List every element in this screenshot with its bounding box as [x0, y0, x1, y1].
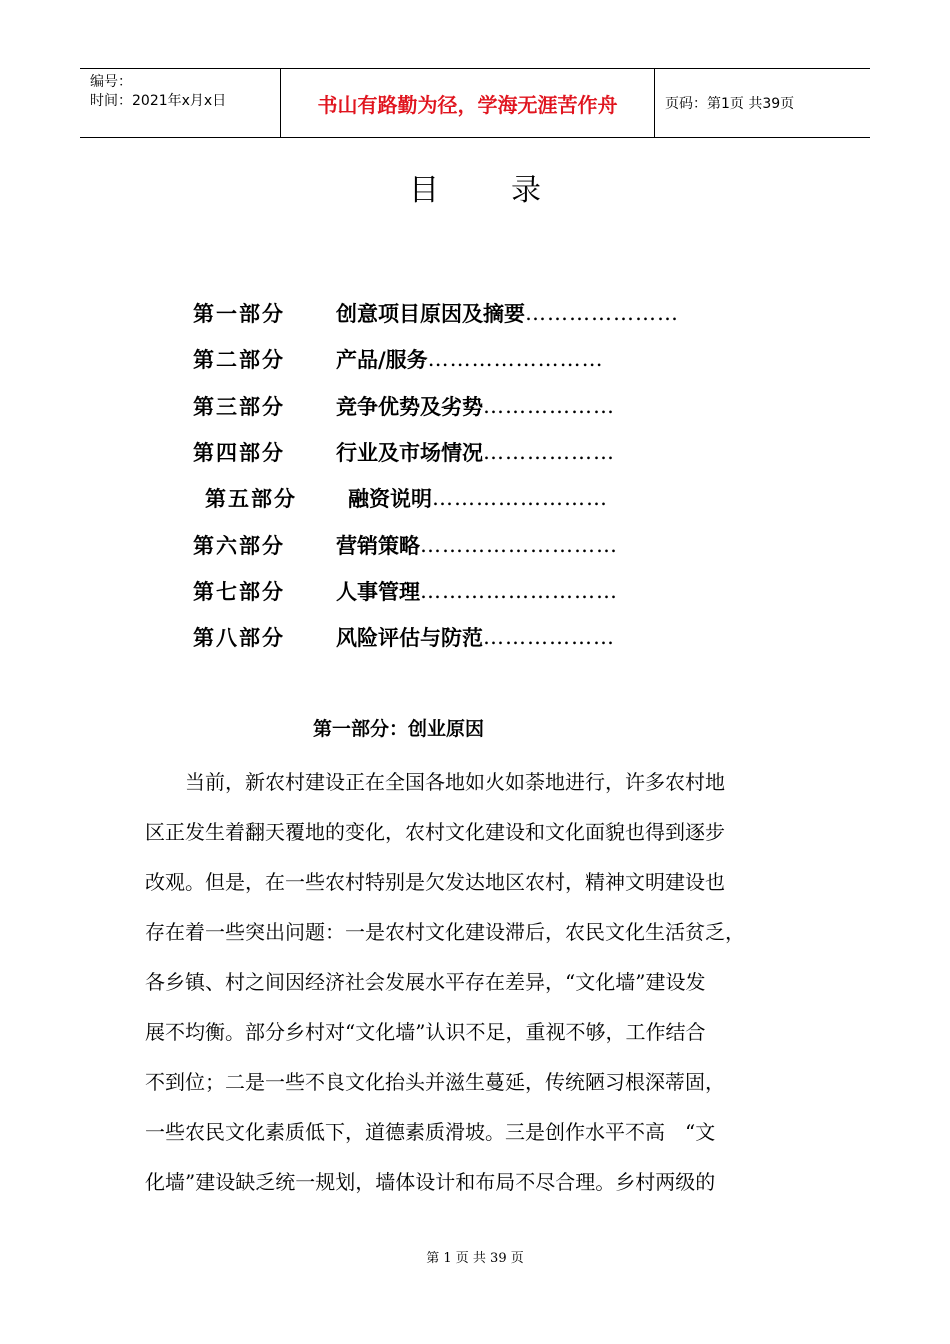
- document-header: [80, 68, 870, 138]
- toc-part-label: 第七部分: [193, 578, 285, 604]
- toc-part-label: 第八部分: [193, 625, 285, 651]
- toc-part-label: 第二部分: [193, 347, 285, 373]
- header-page-info: 页码：第1页 共39页: [665, 96, 795, 112]
- toc-part-label: 第五部分: [205, 486, 297, 512]
- toc-item: [193, 475, 679, 521]
- toc-item: [193, 336, 679, 382]
- paragraph-line: 一些农民文化素质低下，道德素质滑坡。三是创作水平不高 “文: [145, 1120, 716, 1144]
- paragraph-line: 区正发生着翻天覆地的变化，农村文化建设和文化面貌也得到逐步: [145, 820, 725, 844]
- toc-item: [193, 429, 679, 475]
- toc-leader-dots: …………………: [525, 301, 679, 326]
- paragraph-line: 改观。但是，在一些农村特别是欠发达地区农村，精神文明建设也: [145, 870, 725, 894]
- toc-part-label: 第四部分: [193, 440, 285, 466]
- toc-title: 目录: [409, 173, 613, 208]
- header-meta: [80, 69, 281, 137]
- toc-leader-dots: ………………: [483, 625, 615, 650]
- toc-part-name: 融资说明: [348, 486, 432, 512]
- toc-part-label: 第三部分: [193, 393, 285, 419]
- paragraph-line: 展不均衡。部分乡村对“文化墙”认识不足，重视不够，工作结合: [145, 1020, 706, 1044]
- toc-leader-dots: ………………: [483, 393, 615, 418]
- toc-leader-dots: ………………: [483, 440, 615, 465]
- section-title: 第一部分：创业原因: [313, 718, 485, 740]
- toc-item: [193, 614, 679, 660]
- toc-part-label: 第六部分: [193, 532, 285, 558]
- paragraph-line: 不到位；二是一些不良文化抬头并滋生蔓延，传统陋习根深蒂固，: [145, 1070, 725, 1094]
- toc-part-name: 产品/服务: [336, 347, 428, 373]
- table-of-contents: [193, 290, 679, 660]
- paragraph-line: 当前，新农村建设正在全国各地如火如荼地进行，许多农村地: [145, 770, 725, 794]
- toc-item: [193, 568, 679, 614]
- header-motto: 书山有路勤为径，学海无涯苦作舟: [281, 69, 655, 137]
- toc-leader-dots: ……………………: [427, 347, 604, 372]
- number-label: 编号：: [90, 74, 132, 90]
- toc-item: [193, 521, 679, 567]
- paragraph-line: 化墙”建设缺乏统一规划，墙体设计和布局不尽合理。乡村两级的: [145, 1170, 716, 1194]
- toc-part-name: 风险评估与防范: [336, 625, 483, 651]
- section-body: [145, 757, 820, 1207]
- toc-part-name: 营销策略: [336, 532, 420, 558]
- toc-leader-dots: ………………………: [420, 578, 618, 603]
- toc-leader-dots: ……………………: [432, 486, 608, 511]
- toc-item: [193, 290, 679, 336]
- paragraph-line: 各乡镇、村之间因经济社会发展水平存在差异，“文化墙”建设发: [145, 970, 706, 994]
- toc-part-name: 行业及市场情况: [336, 440, 483, 466]
- toc-part-name: 人事管理: [336, 578, 420, 604]
- toc-item: [193, 383, 679, 429]
- time-label: 时间：2021年x月x日: [90, 93, 227, 109]
- toc-part-name: 创意项目原因及摘要: [336, 301, 525, 327]
- toc-part-name: 竞争优势及劣势: [336, 393, 483, 419]
- toc-leader-dots: ………………………: [420, 532, 618, 557]
- page-footer: 第 1 页 共 39 页: [426, 1251, 524, 1266]
- toc-part-label: 第一部分: [193, 301, 285, 327]
- paragraph-line: 存在着一些突出问题：一是农村文化建设滞后，农民文化生活贫乏，: [145, 920, 745, 944]
